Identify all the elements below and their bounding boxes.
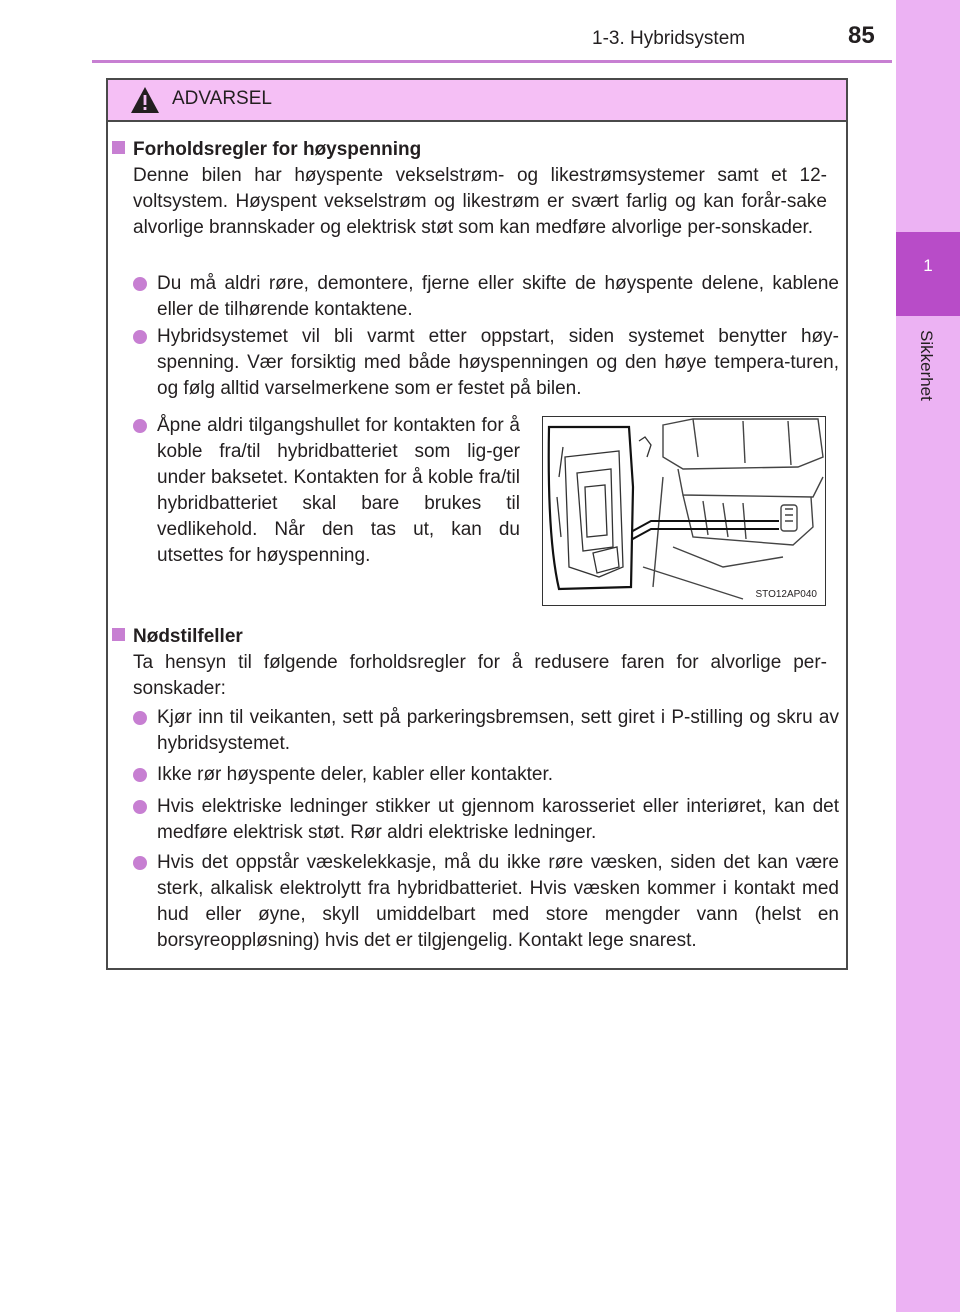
bullet-text: Hybridsystemet vil bli varmt etter oppstart, siden systemet benytter høy-spenning. Vær forsiktig med både høyspenningen og den høye tempera-turen, og følg alltid varselmerkene som er festet på bilen.: [157, 326, 839, 399]
bullet-item: [133, 762, 839, 788]
round-bullet-icon: [133, 419, 147, 433]
round-bullet-icon: [133, 330, 147, 344]
square-bullet-icon: [112, 628, 125, 641]
section-intro: Denne bilen har høyspente vekselstrøm- og likestrømsystemer samt et 12-voltsystem. Høyspent vekselstrøm og likestrøm er svært farlig og kan forår-sake alvorlige brannskader og elektrisk støt som kan medføre alvorlige per-sonskader.: [133, 165, 827, 238]
bullet-text: Hvis det oppstår væskelekkasje, må du ikke røre væsken, siden det kan være sterk, alkalisk elektrolytt fra hybridbatteriet. Hvis væsken kommer i kontakt med hud eller øyne, skyll umiddelbart med store mengder vann (helst en borsyreoppløsning) hvis det er tilgjengelig. Kontakt lege snarest.: [157, 852, 839, 951]
chapter-label: Sikkerhet: [917, 330, 936, 401]
bullet-text: Hvis elektriske ledninger stikker ut gjennom karosseriet eller interiøret, kan det medføre elektrisk støt. Rør aldri elektriske ledninger.: [157, 796, 839, 843]
bullet-text: Åpne aldri tilgangshullet for kontakten for å koble fra/til hybridbatteriet som lig-ger under baksetet. Kontakten for å koble fra/til hybridbatteriet skal bare brukes til vedlikehold. Når den tas ut, kan du utsettes for høyspenning.: [157, 415, 520, 566]
round-bullet-icon: [133, 277, 147, 291]
section-title: 1-3. Hybridsystem: [592, 28, 746, 49]
bullet-item: [133, 794, 839, 846]
round-bullet-icon: [133, 856, 147, 870]
warning-header: [108, 80, 846, 122]
square-bullet-icon: [112, 141, 125, 154]
bullet-item: [133, 850, 839, 954]
section-heading-text: Forholdsregler for høyspenning: [133, 139, 422, 160]
chapter-number: 1: [923, 256, 933, 275]
bullet-item: [133, 324, 839, 402]
section-heading-high-voltage: [112, 137, 832, 163]
page-number: 85: [848, 22, 875, 49]
bullet-text: Ikke rør høyspente deler, kabler eller kontakter.: [157, 764, 554, 785]
battery-connector-illustration: [542, 416, 826, 606]
round-bullet-icon: [133, 800, 147, 814]
bullet-item: [133, 413, 520, 569]
round-bullet-icon: [133, 768, 147, 782]
chapter-side-tab: [896, 0, 960, 1312]
bullet-item: [133, 705, 839, 757]
bullet-text: Du må aldri røre, demontere, fjerne eller skifte de høyspente delene, kablene eller de tilhørende kontaktene.: [157, 273, 839, 320]
section-heading-text: Nødstilfeller: [133, 626, 243, 647]
header-divider: [92, 60, 892, 63]
round-bullet-icon: [133, 711, 147, 725]
figure-code: STO12AP040: [755, 589, 817, 600]
warning-triangle-icon: [130, 86, 160, 114]
section-heading-emergency: [112, 624, 832, 650]
seat-connector-drawing: [543, 417, 826, 606]
warning-title: ADVARSEL: [172, 88, 272, 109]
bullet-text: Kjør inn til veikanten, sett på parkeringsbremsen, sett giret i P-stilling og skru av hybridsystemet.: [157, 707, 839, 754]
bullet-item: [133, 271, 839, 323]
section-intro: Ta hensyn til følgende forholdsregler for å redusere faren for alvorlige per-sonskader:: [133, 652, 827, 699]
